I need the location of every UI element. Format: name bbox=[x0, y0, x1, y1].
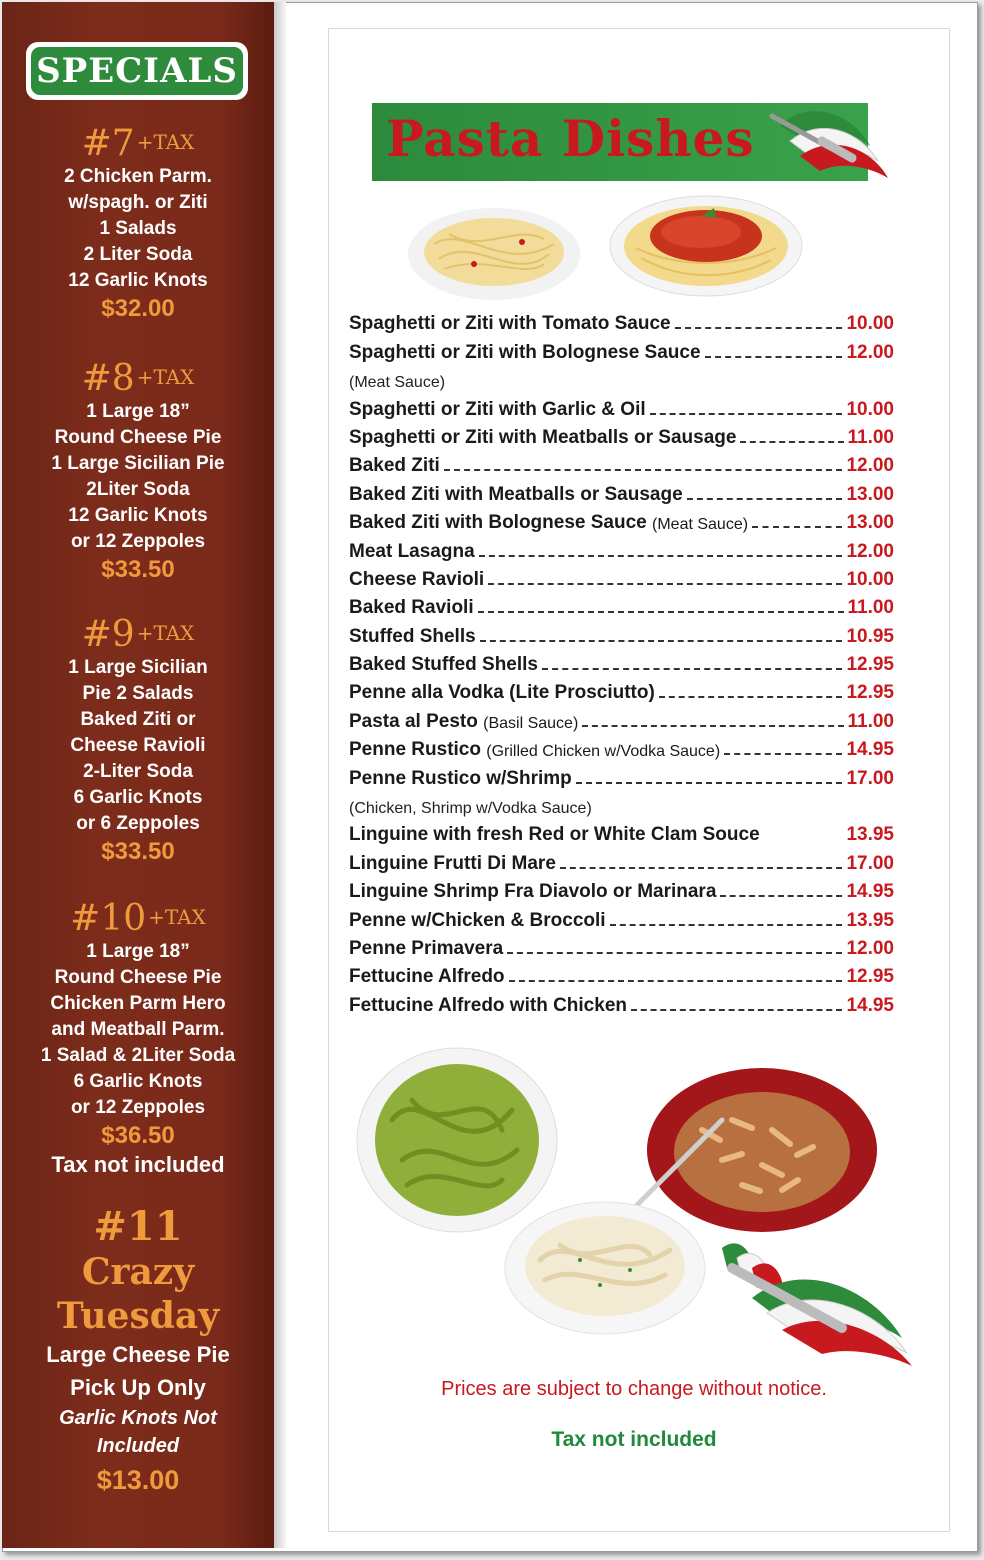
dot-leader bbox=[650, 413, 843, 415]
menu-item bbox=[349, 761, 894, 789]
special-line: or 12 Zeppoles bbox=[70, 1097, 206, 1118]
dot-leader bbox=[705, 356, 843, 358]
item-name: Penne Rustico bbox=[349, 739, 481, 761]
item-price: 17.00 bbox=[846, 852, 894, 874]
special-price: $36.50 bbox=[101, 1122, 175, 1149]
tax-note: Tax not included bbox=[51, 1152, 225, 1177]
item-name: Penne Rustico w/Shrimp bbox=[349, 767, 572, 789]
special-line: 1 Large 18” bbox=[86, 941, 190, 962]
dot-leader bbox=[582, 725, 843, 727]
menu-item bbox=[349, 875, 894, 903]
special-price: $32.00 bbox=[101, 295, 175, 322]
special-line: 6 Garlic Knots bbox=[73, 1071, 203, 1092]
item-price: 12.00 bbox=[846, 341, 894, 363]
page-fold bbox=[274, 2, 286, 1548]
item-name: Cheese Ravioli bbox=[349, 568, 485, 590]
special-line: Large Cheese Pie bbox=[46, 1342, 230, 1367]
special-price: $33.50 bbox=[101, 838, 175, 865]
special-line: 6 Garlic Knots bbox=[73, 787, 203, 808]
special-line: and Meatball Parm. bbox=[51, 1019, 225, 1040]
special-line: Round Cheese Pie bbox=[54, 427, 222, 448]
menu-item bbox=[349, 648, 894, 676]
item-price: 13.00 bbox=[846, 512, 894, 534]
item-price: 12.95 bbox=[846, 654, 894, 676]
special-7 bbox=[2, 124, 274, 324]
special-line: 2 Liter Soda bbox=[83, 244, 193, 265]
special-line: 2 Chicken Parm. bbox=[64, 166, 212, 187]
pasta-title: Pasta Dishes bbox=[386, 109, 755, 168]
special-number: #7 $^{+TAX}$ bbox=[81, 123, 195, 164]
dot-leader bbox=[764, 838, 843, 840]
item-name: Spaghetti or Ziti with Meatballs or Sausage bbox=[349, 426, 737, 448]
menu-item bbox=[349, 988, 894, 1016]
menu-item bbox=[349, 960, 894, 988]
item-price: 17.00 bbox=[846, 767, 894, 789]
specials-badge bbox=[26, 42, 248, 100]
menu-item bbox=[349, 506, 894, 534]
dot-leader bbox=[488, 583, 842, 585]
dot-leader bbox=[507, 952, 842, 954]
item-name: Penne Primavera bbox=[349, 937, 504, 959]
item-sub: (Basil Sauce) bbox=[483, 714, 579, 732]
item-price: 14.95 bbox=[846, 881, 894, 903]
menu-item bbox=[349, 591, 894, 619]
special-10 bbox=[2, 899, 274, 1179]
item-price: 11.00 bbox=[847, 710, 894, 732]
special-line: 1 Salads bbox=[99, 218, 177, 239]
dot-leader bbox=[479, 555, 843, 557]
item-name: Baked Ziti bbox=[349, 455, 440, 477]
item-name: Pasta al Pesto bbox=[349, 710, 478, 732]
menu-item bbox=[349, 846, 894, 874]
dot-leader bbox=[444, 469, 843, 471]
spaghetti-aglio-image bbox=[404, 194, 584, 304]
item-price: 14.95 bbox=[846, 739, 894, 761]
special-title: Tuesday bbox=[56, 1295, 220, 1337]
item-name: Fettucine Alfredo bbox=[349, 966, 505, 988]
dot-leader bbox=[631, 1009, 842, 1011]
special-line: 12 Garlic Knots bbox=[68, 270, 208, 291]
item-name: Spaghetti or Ziti with Tomato Sauce bbox=[349, 313, 671, 335]
item-name: Linguine Frutti Di Mare bbox=[349, 852, 556, 874]
dot-leader bbox=[720, 895, 842, 897]
special-line: Pie 2 Salads bbox=[82, 683, 194, 704]
dot-leader bbox=[724, 753, 842, 755]
special-line: w/spagh. or Ziti bbox=[68, 192, 208, 213]
dot-leader bbox=[659, 696, 843, 698]
special-number: #9 $^{+TAX}$ bbox=[81, 614, 195, 655]
item-price: 11.00 bbox=[847, 426, 894, 448]
specials-title: SPECIALS bbox=[31, 47, 243, 95]
price-notice: Prices are subject to change without notice. bbox=[441, 1378, 827, 1400]
dot-leader bbox=[576, 782, 843, 784]
special-line: Baked Ziti or bbox=[80, 709, 196, 730]
italian-ribbon-fork-icon bbox=[760, 86, 900, 186]
dot-leader bbox=[560, 867, 843, 869]
menu-item bbox=[349, 421, 894, 449]
special-note: Garlic Knots Not bbox=[59, 1407, 217, 1429]
dot-leader bbox=[687, 498, 843, 500]
item-description: (Meat Sauce) bbox=[349, 374, 446, 392]
item-price: 12.00 bbox=[846, 937, 894, 959]
special-price: $33.50 bbox=[101, 556, 175, 583]
item-name: Linguine Shrimp Fra Diavolo or Marinara bbox=[349, 881, 717, 903]
item-name: Stuffed Shells bbox=[349, 625, 476, 647]
menu-item bbox=[349, 676, 894, 704]
menu-item bbox=[349, 449, 894, 477]
item-price: 11.00 bbox=[847, 597, 894, 619]
dot-leader bbox=[542, 668, 842, 670]
item-price: 12.95 bbox=[846, 966, 894, 988]
menu-item bbox=[349, 392, 894, 420]
special-line: 2Liter Soda bbox=[86, 479, 190, 500]
italian-ribbon-fork-icon bbox=[712, 1238, 922, 1368]
special-line: 12 Garlic Knots bbox=[68, 505, 208, 526]
dot-leader bbox=[675, 327, 843, 329]
dot-leader bbox=[752, 526, 842, 528]
dot-leader bbox=[478, 611, 844, 613]
item-name: Baked Ziti with Bolognese Sauce bbox=[349, 512, 647, 534]
item-price: 12.00 bbox=[846, 540, 894, 562]
menu-item bbox=[349, 307, 894, 335]
item-name: Penne alla Vodka (Lite Prosciutto) bbox=[349, 682, 655, 704]
item-name: Baked Stuffed Shells bbox=[349, 654, 538, 676]
item-price: 13.95 bbox=[846, 909, 894, 931]
special-8 bbox=[2, 359, 274, 585]
special-line: 1 Large 18” bbox=[86, 401, 190, 422]
item-sub: (Grilled Chicken w/Vodka Sauce) bbox=[486, 743, 721, 761]
special-line: Round Cheese Pie bbox=[54, 967, 222, 988]
menu-item bbox=[349, 619, 894, 647]
menu-item bbox=[349, 477, 894, 505]
item-name: Spaghetti or Ziti with Bolognese Sauce bbox=[349, 341, 701, 363]
menu-item bbox=[349, 903, 894, 931]
item-name: Baked Ravioli bbox=[349, 597, 474, 619]
special-line: or 6 Zeppoles bbox=[76, 813, 200, 834]
dot-leader bbox=[610, 924, 843, 926]
item-name: Baked Ziti with Meatballs or Sausage bbox=[349, 483, 683, 505]
special-11 bbox=[2, 1204, 274, 1500]
special-line: 1 Large Sicilian bbox=[68, 657, 208, 678]
item-name: Fettucine Alfredo with Chicken bbox=[349, 994, 627, 1016]
item-price: 10.00 bbox=[846, 568, 894, 590]
special-9 bbox=[2, 615, 274, 867]
item-name: Meat Lasagna bbox=[349, 540, 475, 562]
item-price: 10.00 bbox=[846, 398, 894, 420]
dot-leader bbox=[740, 441, 843, 443]
menu-item bbox=[349, 534, 894, 562]
special-title: Crazy bbox=[81, 1251, 195, 1293]
item-sub: (Meat Sauce) bbox=[652, 516, 749, 534]
special-line: 1 Large Sicilian Pie bbox=[51, 453, 225, 474]
item-description: (Chicken, Shrimp w/Vodka Sauce) bbox=[349, 800, 592, 818]
special-note: Included bbox=[96, 1435, 180, 1457]
special-price: $13.00 bbox=[96, 1465, 180, 1495]
fettucine-alfredo-image bbox=[500, 1190, 710, 1340]
item-price: 13.95 bbox=[846, 824, 894, 846]
special-number: #10 $^{+TAX}$ bbox=[70, 898, 206, 939]
menu-item bbox=[349, 818, 894, 846]
menu-item bbox=[349, 335, 894, 363]
item-price: 10.95 bbox=[846, 625, 894, 647]
item-name: Linguine with fresh Red or White Clam Souce bbox=[349, 824, 760, 846]
item-price: 12.00 bbox=[846, 455, 894, 477]
special-line: 1 Salad & 2Liter Soda bbox=[40, 1045, 236, 1066]
item-price: 12.95 bbox=[846, 682, 894, 704]
item-price: 10.00 bbox=[846, 313, 894, 335]
special-line: Chicken Parm Hero bbox=[50, 993, 226, 1014]
spaghetti-tomato-image bbox=[606, 188, 806, 298]
menu-item bbox=[349, 563, 894, 591]
item-price: 14.95 bbox=[846, 994, 894, 1016]
tax-note: Tax not included bbox=[551, 1428, 717, 1451]
item-name: Penne w/Chicken & Broccoli bbox=[349, 909, 606, 931]
special-number: #11 bbox=[93, 1203, 183, 1250]
pasta-menu-list bbox=[349, 307, 894, 1017]
specials-panel bbox=[2, 2, 274, 1548]
dot-leader bbox=[509, 980, 843, 982]
menu-item bbox=[349, 704, 894, 732]
special-line: Cheese Ravioli bbox=[70, 735, 206, 756]
special-line: 2-Liter Soda bbox=[83, 761, 193, 782]
menu-item bbox=[349, 733, 894, 761]
menu-item bbox=[349, 932, 894, 960]
item-name: Spaghetti or Ziti with Garlic & Oil bbox=[349, 398, 646, 420]
special-number: #8 $^{+TAX}$ bbox=[81, 358, 195, 399]
item-price: 13.00 bbox=[846, 483, 894, 505]
special-line: or 12 Zeppoles bbox=[70, 531, 206, 552]
special-line: Pick Up Only bbox=[70, 1375, 206, 1400]
dot-leader bbox=[480, 640, 843, 642]
